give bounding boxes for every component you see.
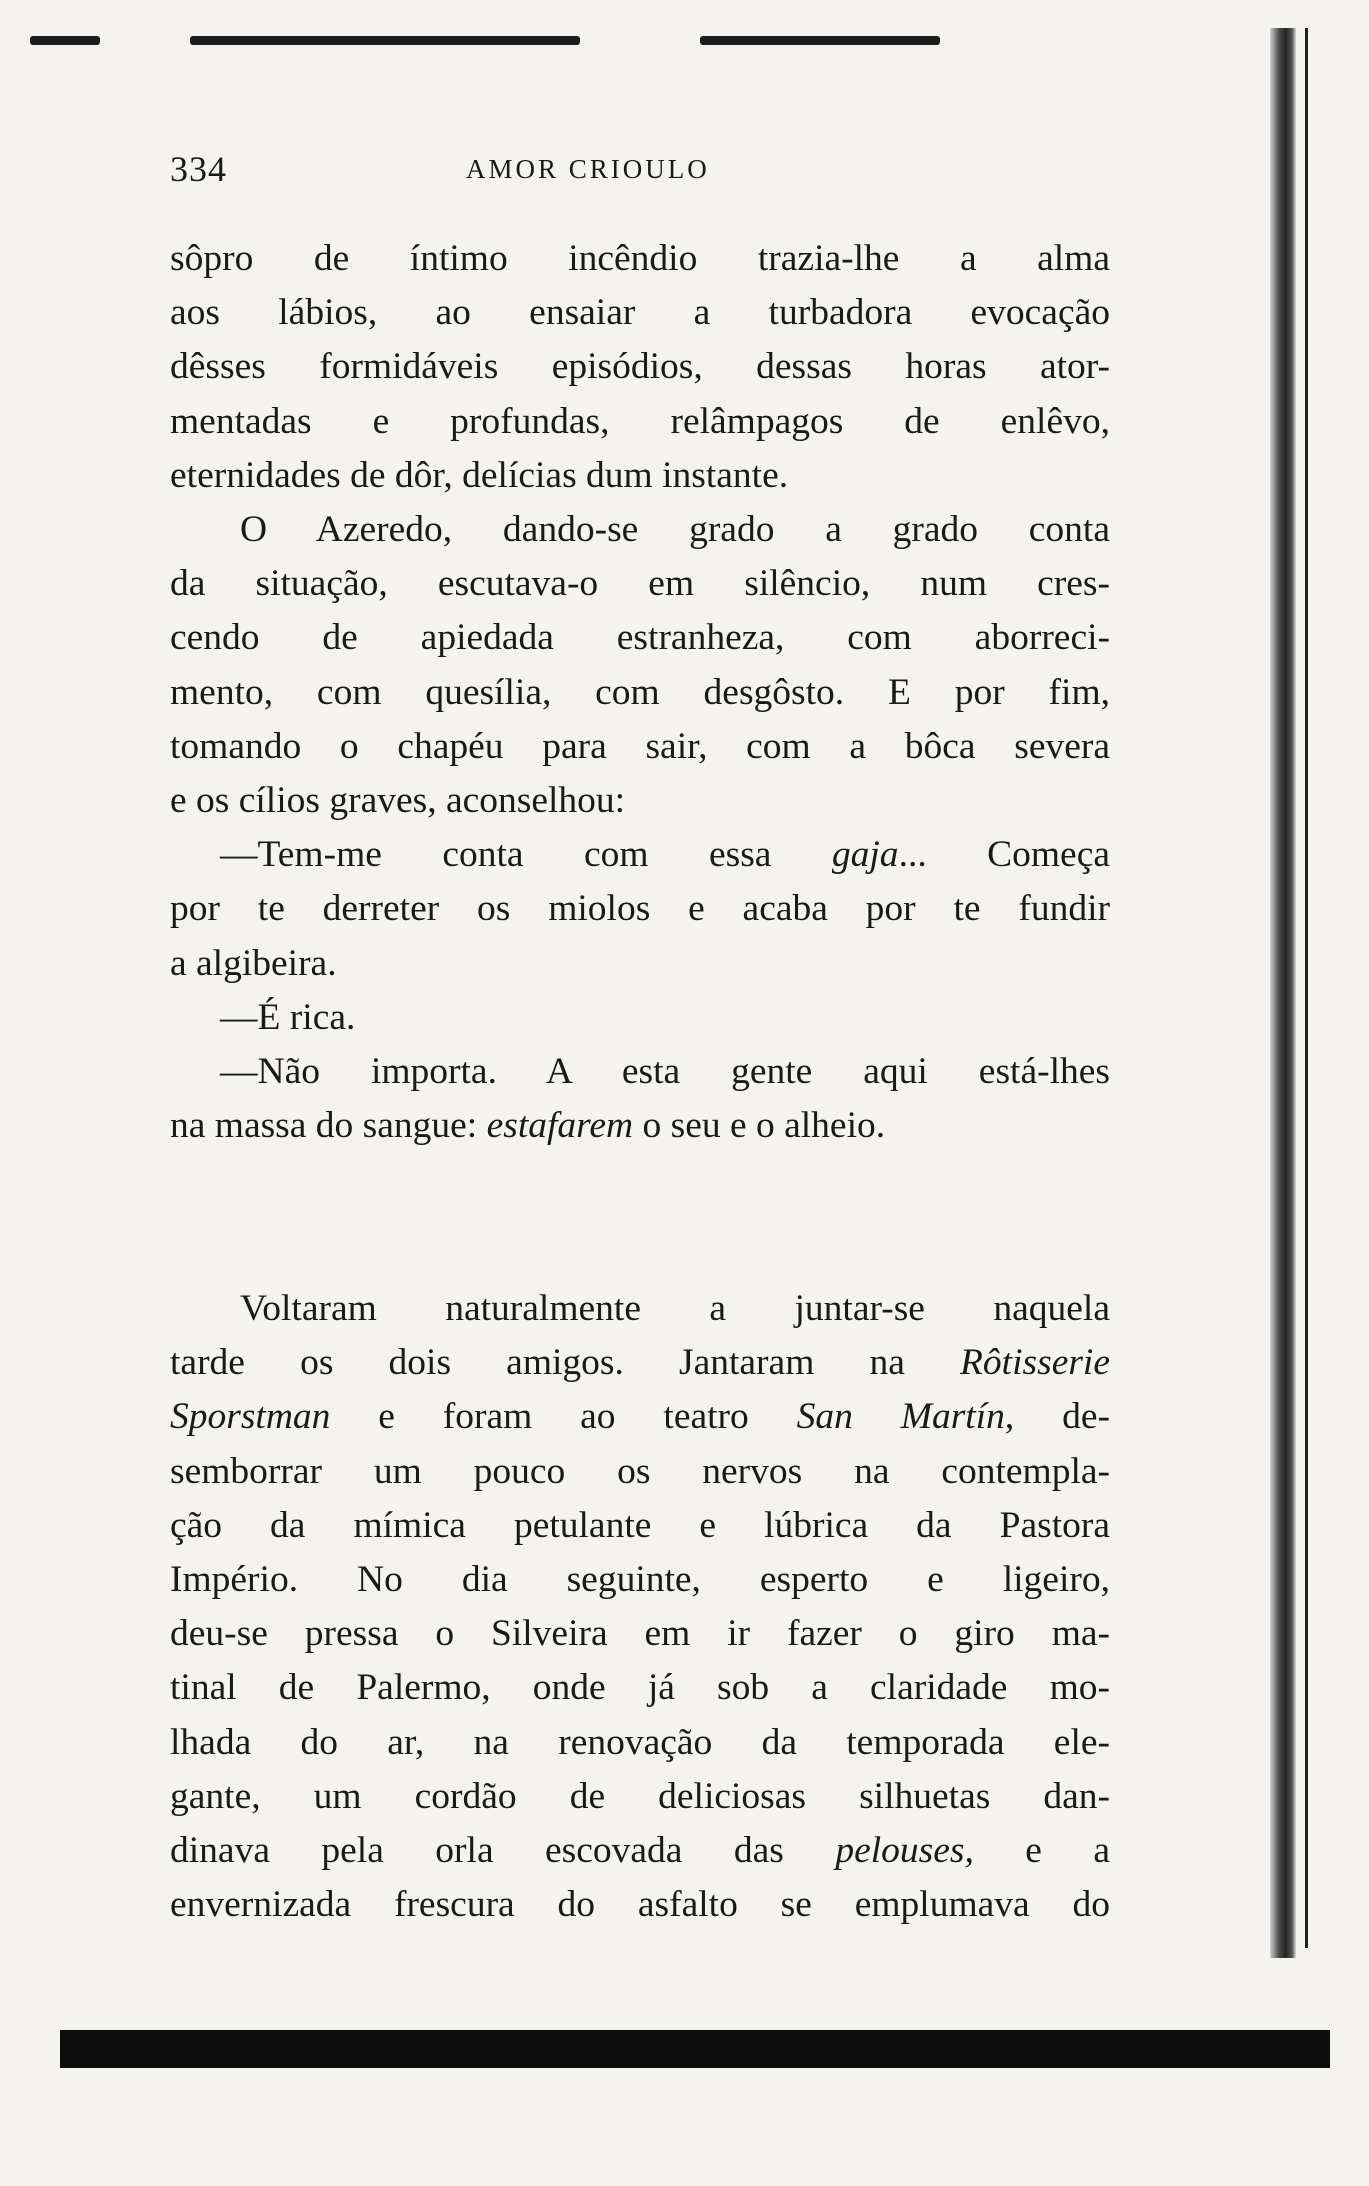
- paragraph-block-2: [170, 1282, 1110, 1932]
- text-line: [170, 1824, 1110, 1878]
- text-line: [170, 1336, 1110, 1390]
- text-line: e os cílios graves, aconselhou:: [170, 780, 626, 822]
- italic-word: gaja: [831, 834, 899, 876]
- text-line: [170, 1099, 1110, 1153]
- text-line: deu-se pressa o Silveira em ir fazer o giro ma-: [170, 1613, 1110, 1655]
- text-line: Voltaram naturalmente a juntar-se naquela: [240, 1288, 1110, 1329]
- text-line: da situação, escutava-o em silêncio, num cres-: [170, 563, 1110, 605]
- paragraph-block-1: [170, 232, 1110, 1153]
- text-line: mento, com quesília, com desgôsto. E por fim,: [170, 671, 1110, 713]
- scan-edge-shadow: [1270, 28, 1296, 1958]
- italic-word: San Martín: [796, 1396, 1005, 1438]
- scan-artifact-stroke: [30, 36, 100, 45]
- text-line: Império. No dia seguinte, esperto e ligeiro,: [170, 1559, 1110, 1601]
- page-number: 334: [170, 149, 227, 189]
- text-line: ção da mímica petulante e lúbrica da Pastora: [170, 1504, 1110, 1546]
- line-text: e a: [973, 1830, 1111, 1872]
- text-line: semborrar um pouco os nervos na contempla-: [170, 1450, 1110, 1492]
- text-line: cendo de apiedada estranheza, com aborreci-: [170, 617, 1110, 659]
- dialogue-line: —Não importa. A esta gente aqui está-lhes: [220, 1051, 1110, 1093]
- line-text: na massa do sangue:: [170, 1105, 487, 1147]
- text-line: sôpro de íntimo incêndio trazia-lhe a alma: [170, 238, 1110, 279]
- text-line: [170, 1390, 1110, 1444]
- italic-word: estafarem: [486, 1105, 634, 1147]
- text-line: mentadas e profundas, relâmpagos de enlêvo,: [170, 400, 1110, 442]
- italic-word: pelouses,: [835, 1830, 974, 1872]
- italic-word: Rôtisserie: [960, 1342, 1110, 1384]
- line-text: tarde os dois amigos. Jantaram na: [170, 1342, 961, 1384]
- text-line: por te derreter os miolos e acaba por te fundir: [170, 888, 1110, 930]
- text-line: tinal de Palermo, onde já sob a claridade mo-: [170, 1667, 1110, 1709]
- text-line: a algibeira.: [170, 942, 337, 984]
- running-title: AMOR CRIOULO: [466, 154, 710, 184]
- dialogue-text: ... Começa: [898, 834, 1110, 876]
- text-line: O Azeredo, dando-se grado a grado conta: [240, 509, 1110, 551]
- dialogue-line: —É rica.: [220, 996, 356, 1038]
- italic-word: Sporstman: [170, 1396, 331, 1438]
- text-line: lhada do ar, na renovação da temporada ele-: [170, 1721, 1110, 1763]
- scan-edge-line: [1305, 28, 1308, 1948]
- scan-artifact-stroke: [190, 36, 580, 45]
- text-line: aos lábios, ao ensaiar a turbadora evocação: [170, 292, 1110, 334]
- line-text: e foram ao teatro: [330, 1396, 797, 1438]
- text-line: dêsses formidáveis episódios, dessas horas ator-: [170, 346, 1110, 388]
- dialogue-text: —Tem-me conta com essa: [220, 834, 832, 876]
- scan-bottom-bar: [60, 2030, 1330, 2068]
- dialogue-line: [170, 828, 1110, 882]
- line-text: dinava pela orla escovada das: [170, 1830, 836, 1872]
- text-line: eternidades de dôr, delícias dum instante.: [170, 454, 789, 496]
- text-line: envernizada frescura do asfalto se emplumava do: [170, 1884, 1110, 1926]
- scan-artifact-stroke: [700, 36, 940, 45]
- line-text: , de-: [1004, 1396, 1110, 1438]
- text-line: gante, um cordão de deliciosas silhuetas dan-: [170, 1775, 1110, 1817]
- text-line: tomando o chapéu para sair, com a bôca severa: [170, 725, 1110, 767]
- running-header: [170, 148, 1170, 192]
- line-text: o seu e o alheio.: [633, 1105, 886, 1147]
